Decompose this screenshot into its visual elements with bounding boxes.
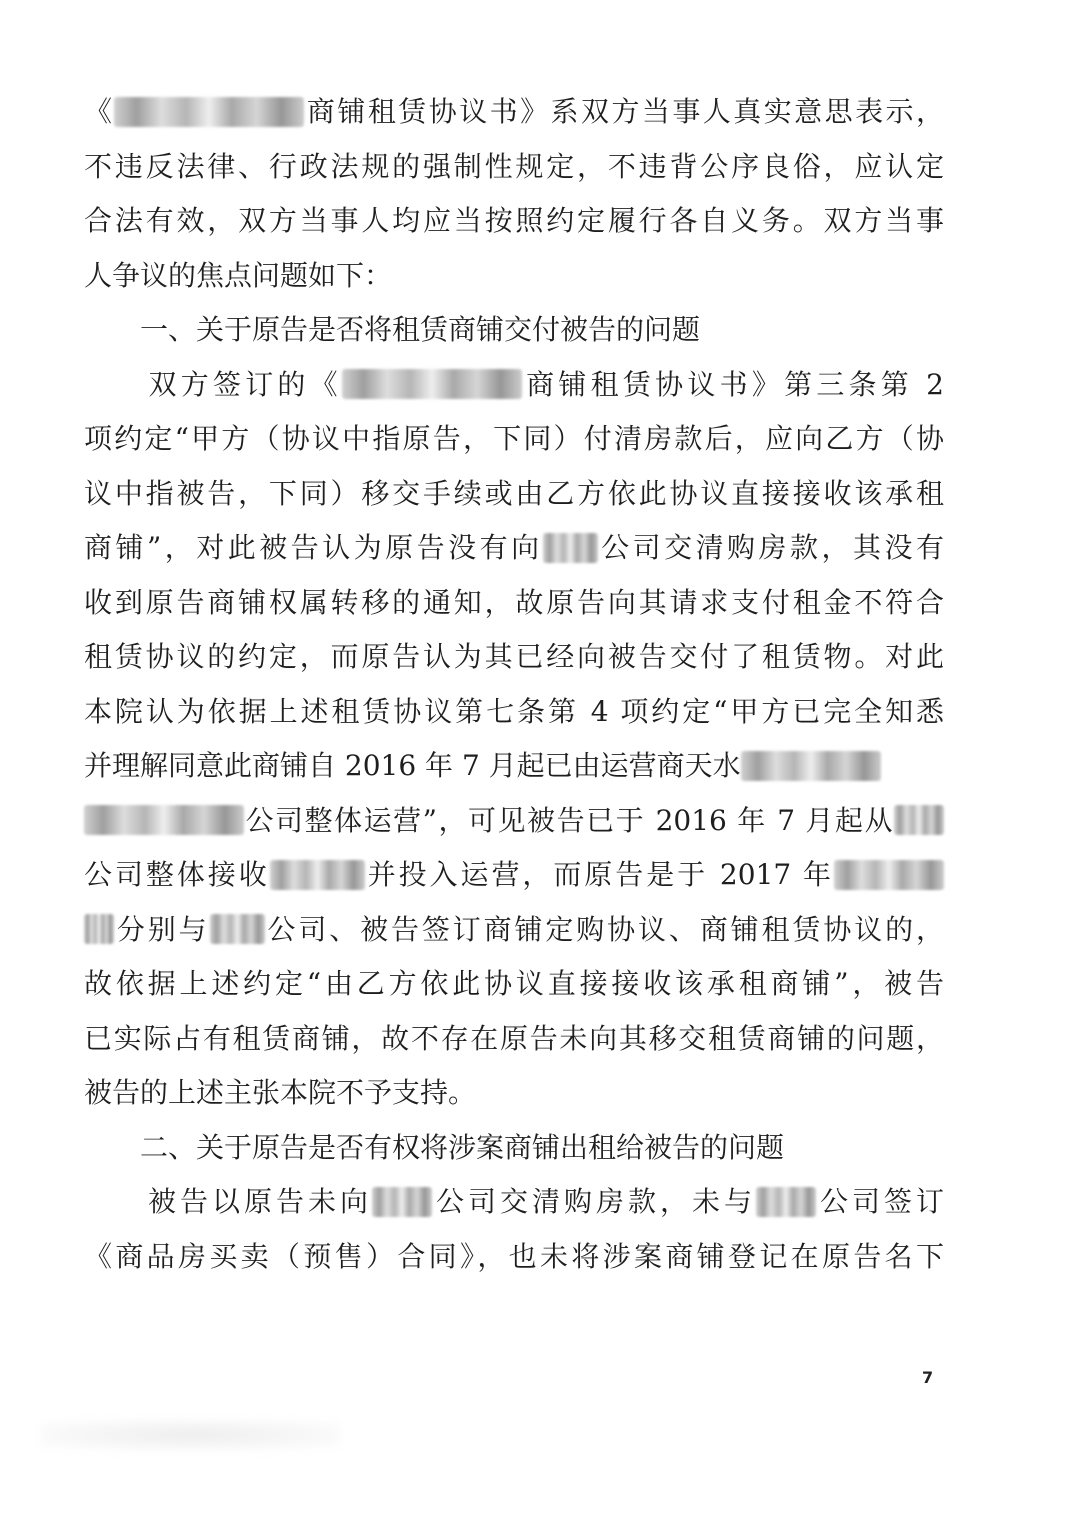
text-segment: 《商品房买卖（预售）合同》，也未将涉案商铺登记在原告名下	[84, 1239, 944, 1273]
text-segment: 人争议的焦点问题如下：	[84, 258, 393, 292]
redaction-mosaic	[756, 1187, 816, 1217]
text-segment: 合法有效，双方当事人均应当按照约定履行各自义务。双方当事	[84, 204, 944, 237]
text-segment: 二、关于原告是否有权将涉案商铺出租给被告的问题	[84, 1130, 785, 1164]
text-segment: 公司整体接收	[84, 858, 270, 891]
scan-smudge	[40, 1420, 340, 1450]
page-number: 7	[922, 1368, 934, 1387]
text-segment: 并理解同意此商铺自 2016 年 7 月起已由运营商天水	[84, 749, 741, 782]
redaction-mosaic	[342, 369, 522, 399]
text-segment: 商铺租赁协议书》系双方当事人真实意思表示，	[304, 95, 944, 128]
text-line	[84, 1011, 944, 1067]
redaction-mosaic	[84, 805, 244, 835]
text-line	[84, 248, 392, 304]
text-segment: 租赁协议的约定，而原告认为其已经向被告交付了租赁物。对此	[84, 640, 944, 673]
text-segment: 不违反法律、行政法规的强制性规定，不违背公序良俗，应认定	[84, 149, 944, 183]
redaction-mosaic	[210, 914, 265, 944]
text-line	[84, 738, 881, 794]
text-line	[84, 1065, 476, 1121]
text-segment: 公司签订	[815, 1185, 944, 1218]
text-segment: 议中指被告，下同）移交手续或由乙方依此协议直接接收该承租	[84, 476, 944, 510]
text-segment: 双方签订的《	[84, 367, 342, 401]
text-segment: 商铺租赁协议书》第三条第 2	[521, 367, 944, 401]
text-segment: 项约定“甲方（协议中指原告，下同）付清房款后，应向乙方（协	[84, 422, 944, 455]
text-segment: 收到原告商铺权属转移的通知，故原告向其请求支付租金不符合	[84, 585, 944, 619]
text-segment: 公司交清购房款，未与	[431, 1185, 756, 1218]
text-line	[84, 629, 944, 685]
text-segment: 公司整体运营”，可见被告已于 2016 年 7 月起从	[244, 803, 894, 837]
redaction-mosaic	[543, 533, 598, 563]
text-segment: 已实际占有租赁商铺，故不存在原告未向其移交租赁商铺的问题，	[84, 1021, 944, 1055]
text-line	[84, 902, 944, 958]
text-line	[84, 1174, 944, 1230]
text-segment: 被告的上述主张本院不予支持。	[84, 1076, 477, 1109]
text-line	[84, 139, 944, 195]
text-segment: 本院认为依据上述租赁协议第七条第 4 项约定“甲方已完全知悉	[84, 694, 944, 728]
redaction-mosaic	[114, 97, 304, 127]
text-line	[84, 684, 944, 740]
redaction-mosaic	[270, 860, 365, 890]
text-line	[84, 956, 944, 1012]
text-segment: 被告以原告未向	[84, 1185, 372, 1218]
text-line	[84, 411, 944, 467]
text-segment: 分别与	[114, 912, 210, 946]
text-line	[84, 793, 944, 849]
text-segment: 并投入运营，而原告是于 2017 年	[364, 858, 834, 891]
text-line	[84, 357, 944, 413]
text-segment: 公司、被告签订商铺定购协议、商铺租赁协议的，	[264, 912, 944, 946]
text-line	[84, 575, 944, 631]
redaction-mosaic	[894, 805, 944, 835]
text-segment: 《	[84, 95, 115, 128]
text-line	[84, 847, 944, 903]
redaction-mosaic	[372, 1187, 432, 1217]
text-line	[84, 302, 700, 358]
redaction-mosaic	[834, 860, 944, 890]
redaction-mosaic	[84, 914, 114, 944]
text-line	[84, 466, 944, 522]
text-segment: 一、关于原告是否将租赁商铺交付被告的问题	[84, 313, 701, 346]
text-segment: 商铺”，对此被告认为原告没有向	[84, 531, 543, 564]
text-line	[84, 520, 944, 576]
text-segment: 公司交清购房款，其没有	[597, 531, 944, 564]
text-line	[84, 1120, 784, 1176]
text-line	[84, 1229, 944, 1285]
redaction-mosaic	[741, 751, 881, 781]
text-line	[84, 84, 944, 140]
text-line	[84, 193, 944, 249]
text-segment: 故依据上述约定“由乙方依此协议直接接收该承租商铺”，被告	[84, 967, 944, 1000]
